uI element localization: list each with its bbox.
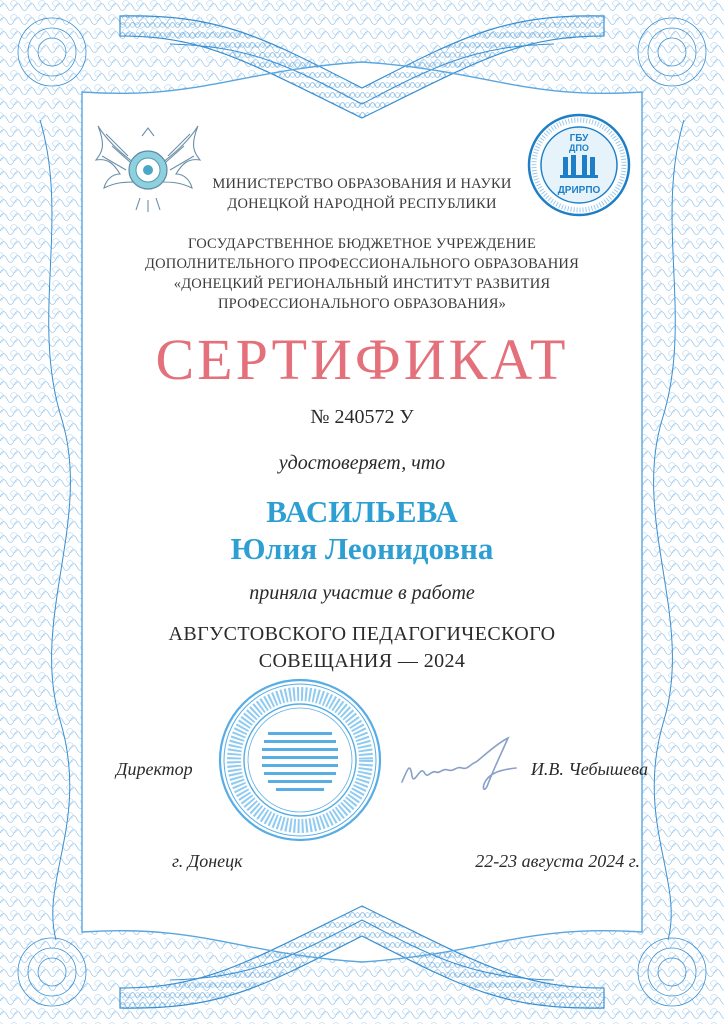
director-signature-icon — [398, 732, 522, 798]
director-name: И.В. Чебышева — [530, 759, 648, 779]
certificate-title: СЕРТИФИКАТ — [155, 327, 569, 392]
participation-text: приняла участие в работе — [249, 582, 475, 604]
event-line-1: АВГУСТОВСКОГО ПЕДАГОГИЧЕСКОГО — [168, 623, 556, 645]
issue-city: г. Донецк — [172, 851, 243, 871]
institute-line-2: ДОПОЛНИТЕЛЬНОГО ПРОФЕССИОНАЛЬНОГО ОБРАЗОВАНИЯ — [145, 256, 579, 272]
ministry-line-2: ДОНЕЦКОЙ НАРОДНОЙ РЕСПУБЛИКИ — [227, 196, 497, 212]
logo-middle-text: ДПО — [569, 143, 589, 153]
institute-line-3: «ДОНЕЦКИЙ РЕГИОНАЛЬНЫЙ ИНСТИТУТ РАЗВИТИЯ — [173, 276, 551, 292]
recipient-surname: ВАСИЛЬЕВА — [266, 494, 458, 529]
ministry-heading — [0, 174, 724, 214]
event-line-2: СОВЕЩАНИЯ — 2024 — [258, 650, 466, 672]
director-title: Директор — [116, 759, 193, 779]
institute-line-1: ГОСУДАРСТВЕННОЕ БЮДЖЕТНОЕ УЧРЕЖДЕНИЕ — [187, 236, 537, 252]
institute-heading — [0, 234, 724, 314]
issue-date: 22-23 августа 2024 г. — [475, 851, 640, 871]
event-name — [0, 621, 724, 675]
recipient-given-names: Юлия Леонидовна — [230, 531, 494, 566]
certificate-number: № 240572 У — [310, 406, 414, 428]
certifies-text: удостоверяет, что — [278, 452, 446, 474]
ministry-line-1: МИНИСТЕРСТВО ОБРАЗОВАНИЯ И НАУКИ — [212, 176, 512, 192]
official-stamp-icon — [216, 676, 384, 844]
institute-line-4: ПРОФЕССИОНАЛЬНОГО ОБРАЗОВАНИЯ» — [217, 296, 507, 312]
logo-top-text: ГБУ — [569, 133, 589, 144]
logo-bottom-text: ДРИРПО — [557, 185, 601, 196]
